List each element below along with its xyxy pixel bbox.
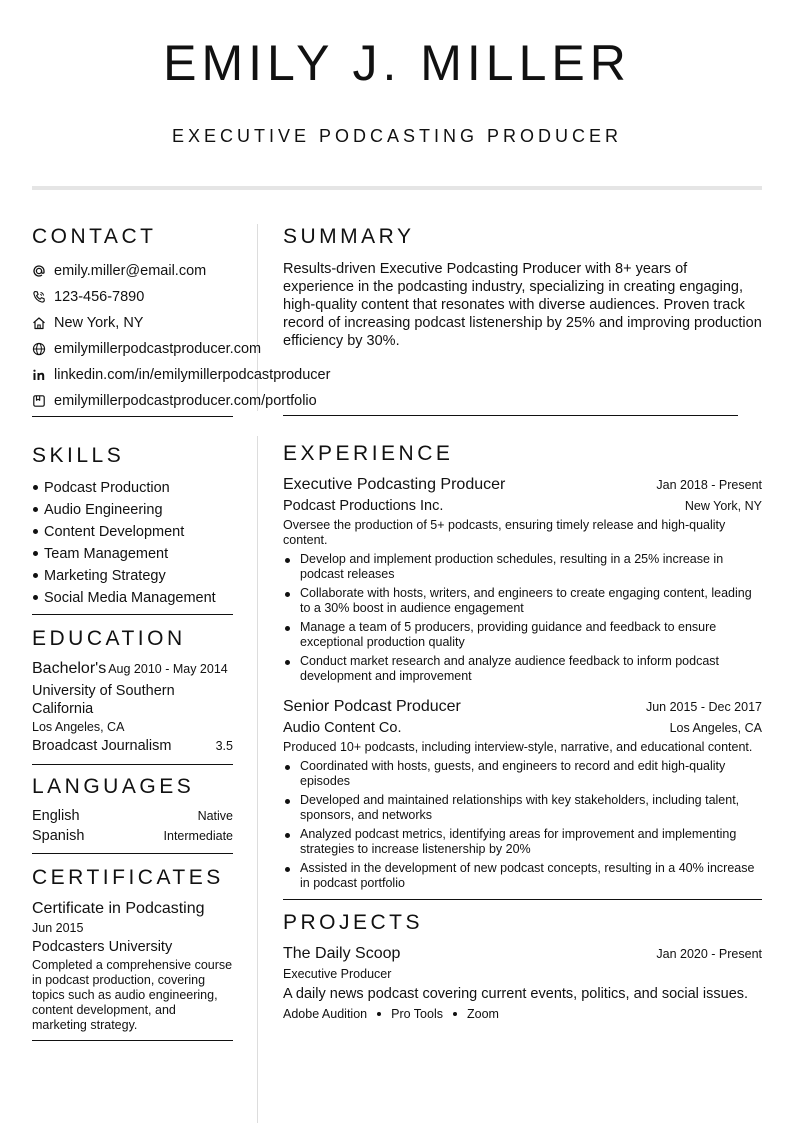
language-name: Spanish — [32, 828, 85, 844]
language-level: Native — [197, 809, 233, 823]
language-row — [32, 828, 233, 844]
resume-name: EMILY J. MILLER — [163, 35, 631, 91]
project-tool: Zoom — [467, 1007, 499, 1021]
projects-heading: PROJECTS — [283, 911, 424, 934]
project-dates: Jan 2020 - Present — [656, 947, 762, 961]
job-title-row — [283, 698, 762, 716]
education-divider — [32, 764, 233, 765]
languages-divider — [32, 853, 233, 854]
experience-heading: EXPERIENCE — [283, 442, 454, 465]
skills-divider — [32, 614, 233, 615]
education-gpa: 3.5 — [215, 739, 233, 753]
summary-heading: SUMMARY — [283, 225, 415, 248]
job-dates: Jan 2018 - Present — [656, 478, 762, 492]
contact-website[interactable] — [32, 336, 262, 362]
job-summary: Oversee the production of 5+ podcasts, ensuring timely release and high-quality content. — [283, 518, 726, 547]
job-bullet: Conduct market research and analyze audience feedback to inform podcast development and improvement — [283, 654, 762, 684]
linkedin-icon — [32, 368, 46, 382]
education-field: Broadcast Journalism — [32, 738, 172, 754]
language-level: Intermediate — [163, 829, 233, 843]
skill-item: Content Development — [32, 521, 233, 543]
language-name: English — [32, 808, 80, 824]
job-bullet: Assisted in the development of new podcast concepts, resulting in a 40% increase in podcast portfolio — [283, 861, 762, 891]
education-field-row — [32, 738, 233, 754]
job-bullet: Manage a team of 5 producers, providing guidance and feedback to ensure exceptional production quality — [283, 620, 762, 650]
experience-entry — [283, 698, 762, 891]
contact-phone[interactable] — [32, 284, 233, 310]
job-bullet: Develop and implement production schedules, resulting in a 25% increase in podcast releases — [283, 552, 762, 582]
education-section — [32, 626, 233, 765]
job-bullets — [283, 552, 762, 684]
experience-section — [283, 441, 762, 900]
education-dates: Aug 2010 - May 2014 — [108, 662, 228, 676]
languages-section — [32, 774, 233, 854]
contact-website-text: emilymillerpodcastproducer.com — [54, 341, 262, 357]
job-company-row — [283, 498, 762, 514]
project-name: The Daily Scoop — [283, 945, 401, 962]
home-icon — [32, 316, 46, 330]
skill-item: Audio Engineering — [32, 499, 233, 521]
job-bullets — [283, 759, 762, 891]
certificate-date: Jun 2015 — [32, 921, 84, 935]
contact-list — [32, 258, 331, 414]
summary-divider — [283, 415, 738, 416]
job-location: Los Angeles, CA — [669, 721, 762, 735]
contact-section — [32, 224, 331, 417]
job-company-row — [283, 720, 762, 736]
contact-email-text: emily.miller@email.com — [54, 263, 207, 279]
education-degree-row — [32, 660, 233, 678]
phone-icon — [32, 290, 46, 304]
contact-email[interactable] — [32, 258, 233, 284]
header-divider — [32, 186, 762, 190]
summary-text: Results-driven Executive Podcasting Producer with 8+ years of experience in the podcasting industry, specializing in creating engaging, high-quality content that resonates with diverse audiences. Proven track record of increasing podcast listenership by 25% and improving production efficiency by 30%. — [283, 261, 762, 349]
education-heading: EDUCATION — [32, 627, 186, 650]
project-role: Executive Producer — [283, 967, 392, 981]
contact-location-text: New York, NY — [54, 315, 144, 331]
skill-item: Marketing Strategy — [32, 565, 233, 587]
skill-item: Team Management — [32, 543, 233, 565]
languages-heading: LANGUAGES — [32, 775, 195, 798]
job-company: Audio Content Co. — [283, 720, 402, 736]
experience-divider — [283, 899, 762, 900]
contact-phone-text: 123-456-7890 — [54, 289, 145, 305]
certificate-description: Completed a comprehensive course in podcast production, covering topics such as audio engineering, content development, and marketing strategy. — [32, 958, 233, 1032]
contact-location — [32, 310, 233, 336]
skills-section — [32, 443, 233, 615]
job-bullet: Collaborate with hosts, writers, and engineers to create engaging content, leading to a 30% boost in audience engagement — [283, 586, 762, 616]
job-location: New York, NY — [684, 499, 762, 513]
projects-section — [283, 910, 762, 1021]
contact-heading: CONTACT — [32, 225, 157, 248]
right-column — [283, 224, 762, 1021]
job-bullet: Analyzed podcast metrics, identifying areas for improvement and implementing strategies to increase listenership by 20% — [283, 827, 762, 857]
certificate-issuer: Podcasters University — [32, 939, 173, 955]
contact-portfolio-text: emilymillerpodcastproducer.com/portfolio — [54, 393, 317, 409]
skill-item: Social Media Management — [32, 587, 233, 609]
project-description: A daily news podcast covering current events, politics, and social issues. — [283, 986, 749, 1002]
job-bullet: Developed and maintained relationships with key stakeholders, including talent, sponsors, and networks — [283, 793, 762, 823]
skills-list — [32, 477, 233, 609]
skills-heading: SKILLS — [32, 444, 125, 467]
job-bullet: Coordinated with hosts, guests, and engineers to record and edit high-quality episodes — [283, 759, 762, 789]
contact-portfolio[interactable] — [32, 388, 317, 414]
job-dates: Jun 2015 - Dec 2017 — [645, 700, 762, 714]
certificate-title: Certificate in Podcasting — [32, 900, 205, 917]
portfolio-icon — [32, 394, 46, 408]
project-tool: Adobe Audition — [283, 1007, 368, 1021]
contact-divider — [32, 416, 233, 417]
contact-linkedin-text: linkedin.com/in/emilymillerpodcastproducer — [54, 367, 331, 383]
job-company: Podcast Productions Inc. — [283, 498, 444, 514]
certificates-heading: CERTIFICATES — [32, 866, 224, 889]
certificates-divider — [32, 1040, 233, 1041]
job-title: Executive Podcasting Producer — [283, 476, 506, 493]
project-title-row — [283, 945, 762, 963]
job-summary: Produced 10+ podcasts, including interview-style, narrative, and educational content. — [283, 740, 753, 754]
column-divider-bottom — [257, 436, 258, 1123]
summary-section — [283, 224, 762, 416]
education-location: Los Angeles, CA — [32, 720, 125, 734]
at-icon — [32, 264, 46, 278]
job-title-row — [283, 476, 762, 494]
project-tool: Pro Tools — [391, 1007, 443, 1021]
project-tools — [283, 1007, 762, 1021]
globe-icon — [32, 342, 46, 356]
education-school: University of Southern California — [32, 683, 175, 717]
contact-linkedin[interactable] — [32, 362, 331, 388]
language-row — [32, 808, 233, 824]
job-title: Senior Podcast Producer — [283, 698, 461, 715]
education-degree: Bachelor's — [32, 660, 107, 677]
skill-item: Podcast Production — [32, 477, 233, 499]
certificates-section — [32, 865, 233, 1041]
experience-entry — [283, 476, 762, 684]
resume-title: EXECUTIVE PODCASTING PRODUCER — [171, 126, 623, 146]
